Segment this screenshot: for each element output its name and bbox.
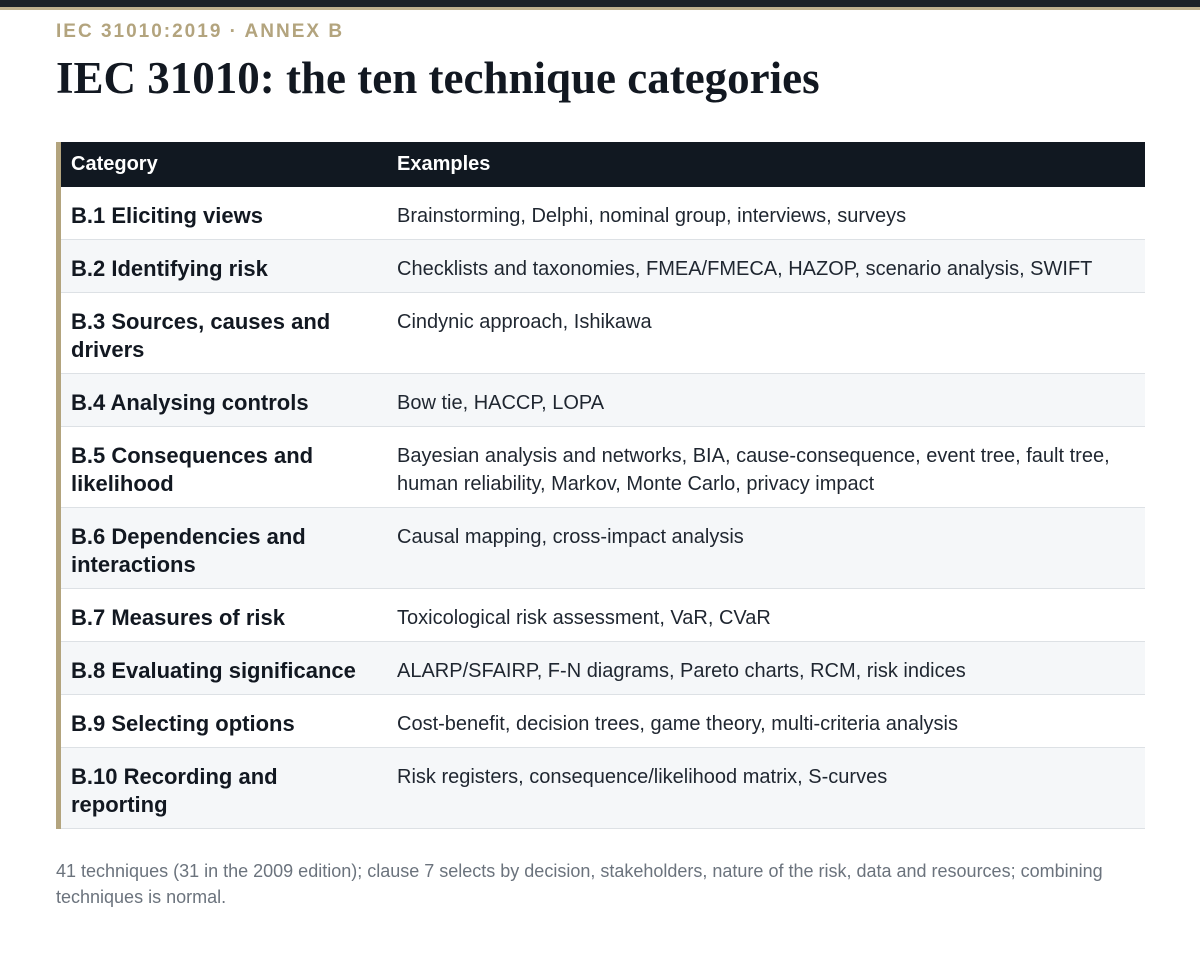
table-row <box>61 695 1145 748</box>
category-cell: B.3 Sources, causes and drivers <box>61 293 387 374</box>
examples-cell: Cost-benefit, decision trees, game theory, multi-criteria analysis <box>387 695 1145 748</box>
column-header-examples: Examples <box>387 142 1145 187</box>
examples-cell: ALARP/SFAIRP, F-N diagrams, Pareto charts, RCM, risk indices <box>387 642 1145 695</box>
category-cell: B.6 Dependencies and interactions <box>61 508 387 589</box>
column-header-category: Category <box>61 142 387 187</box>
category-cell: B.4 Analysing controls <box>61 374 387 427</box>
table-row <box>61 508 1145 589</box>
category-cell: B.9 Selecting options <box>61 695 387 748</box>
table-row <box>61 240 1145 293</box>
table-row <box>61 642 1145 695</box>
table-row <box>61 187 1145 240</box>
examples-cell: Cindynic approach, Ishikawa <box>387 293 1145 374</box>
top-rule <box>0 0 1200 10</box>
technique-table <box>56 142 1145 829</box>
table-row <box>61 293 1145 374</box>
category-cell: B.8 Evaluating significance <box>61 642 387 695</box>
examples-cell: Toxicological risk assessment, VaR, CVaR <box>387 589 1145 642</box>
table-header-row <box>61 142 1145 187</box>
footnote: 41 techniques (31 in the 2009 edition); clause 7 selects by decision, stakeholders, nature of the risk, data and resources; combining techniques is normal. <box>56 861 1103 907</box>
document-kicker: IEC 31010:2019 · ANNEX B <box>56 21 345 42</box>
examples-cell: Brainstorming, Delphi, nominal group, interviews, surveys <box>387 187 1145 240</box>
examples-cell: Checklists and taxonomies, FMEA/FMECA, HAZOP, scenario analysis, SWIFT <box>387 240 1145 293</box>
examples-cell: Bow tie, HACCP, LOPA <box>387 374 1145 427</box>
examples-cell: Causal mapping, cross-impact analysis <box>387 508 1145 589</box>
table-row <box>61 589 1145 642</box>
table-row <box>61 748 1145 829</box>
examples-cell: Bayesian analysis and networks, BIA, cause-consequence, event tree, fault tree, human reliability, Markov, Monte Carlo, privacy impact <box>387 427 1145 508</box>
table-row <box>61 374 1145 427</box>
category-cell: B.1 Eliciting views <box>61 187 387 240</box>
examples-cell: Risk registers, consequence/likelihood matrix, S-curves <box>387 748 1145 829</box>
page-title: IEC 31010: the ten technique categories <box>56 53 820 103</box>
category-cell: B.5 Consequences and likelihood <box>61 427 387 508</box>
category-cell: B.2 Identifying risk <box>61 240 387 293</box>
category-cell: B.7 Measures of risk <box>61 589 387 642</box>
category-cell: B.10 Recording and reporting <box>61 748 387 829</box>
table-row <box>61 427 1145 508</box>
